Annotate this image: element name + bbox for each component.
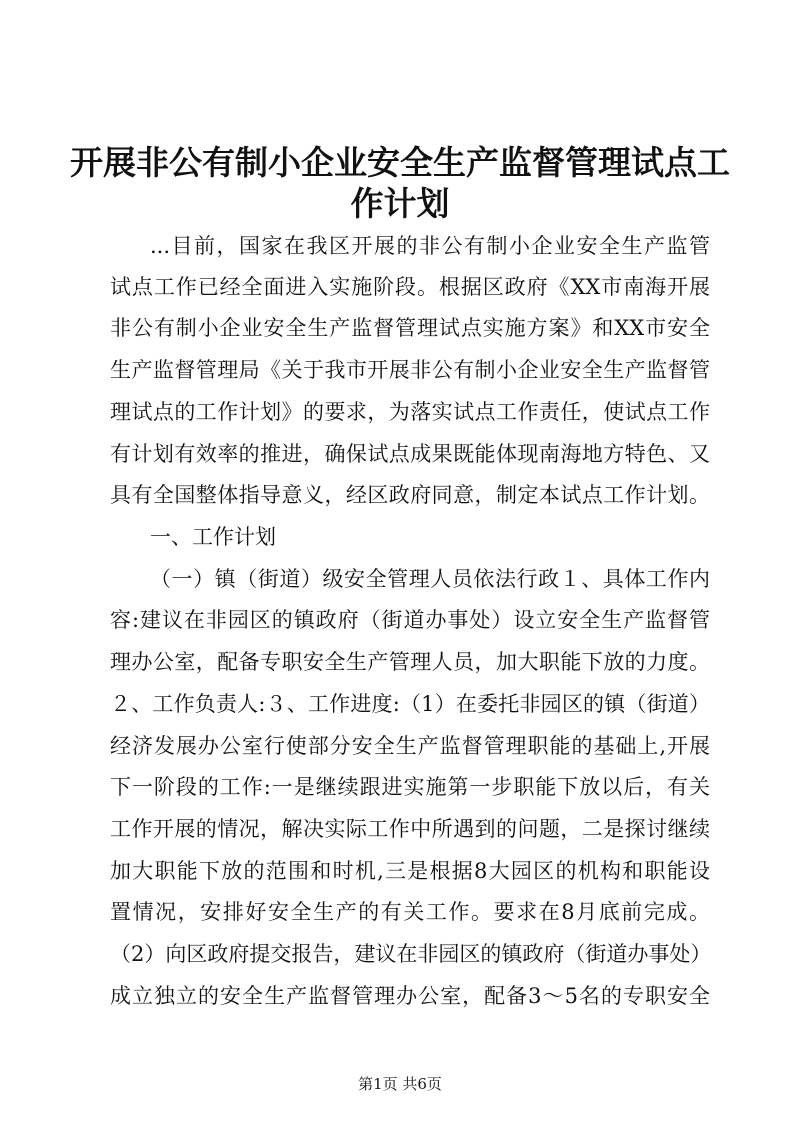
- paragraph-line: ２、工作负责人:３、工作进度:（1）在委托非园区的镇（街道）: [110, 692, 710, 716]
- paragraph-line: （一）镇（街道）级安全管理人员依法行政１、具体工作内: [150, 567, 710, 591]
- paragraph-line: ...目前，国家在我区开展的非公有制小企业安全生产监管: [150, 234, 710, 258]
- paragraph-line: 容:建议在非园区的镇政府（街道办事处）设立安全生产监督管: [110, 608, 710, 632]
- document-title-line-1: 开展非公有制小企业安全生产监督管理试点工: [70, 143, 730, 182]
- paragraph-line: 理办公室，配备专职安全生产管理人员，加大职能下放的力度。: [110, 650, 710, 674]
- paragraph-line: 非公有制小企业安全生产监督管理试点实施方案》和XX市安全: [110, 316, 710, 340]
- paragraph-line: 置情况，安排好安全生产的有关工作。要求在8月底前完成。: [110, 900, 710, 924]
- paragraph-line: 加大职能下放的范围和时机,三是根据8大园区的机构和职能设: [110, 859, 710, 883]
- paragraph-line: 理试点的工作计划》的要求，为落实试点工作责任，使试点工作: [110, 400, 710, 424]
- paragraph-line: 经济发展办公室行使部分安全生产监督管理职能的基础上,开展: [110, 734, 710, 758]
- paragraph-line: 具有全国整体指导意义，经区政府同意，制定本试点工作计划。: [110, 483, 710, 507]
- paragraph-line: 成立独立的安全生产监督管理办公室，配备3～5名的专职安全: [110, 984, 710, 1008]
- document-title-line-2: 作计划: [350, 184, 450, 223]
- paragraph-line: 有计划有效率的推进，确保试点成果既能体现南海地方特色、又: [110, 442, 710, 466]
- paragraph-line: 工作开展的情况，解决实际工作中所遇到的问题，二是探讨继续: [110, 817, 710, 841]
- section-heading: 一、工作计划: [150, 525, 276, 549]
- paragraph-line: （2）向区政府提交报告，建议在非园区的镇政府（街道办事处）: [110, 942, 712, 966]
- paragraph-line: 生产监督管理局《关于我市开展非公有制小企业安全生产监督管: [110, 358, 710, 382]
- page-number-footer: 第1页 共6页: [358, 1075, 442, 1093]
- paragraph-line: 试点工作已经全面进入实施阶段。根据区政府《XX市南海开展: [110, 275, 710, 299]
- paragraph-line: 下一阶段的工作:一是继续跟进实施第一步职能下放以后，有关: [110, 775, 710, 799]
